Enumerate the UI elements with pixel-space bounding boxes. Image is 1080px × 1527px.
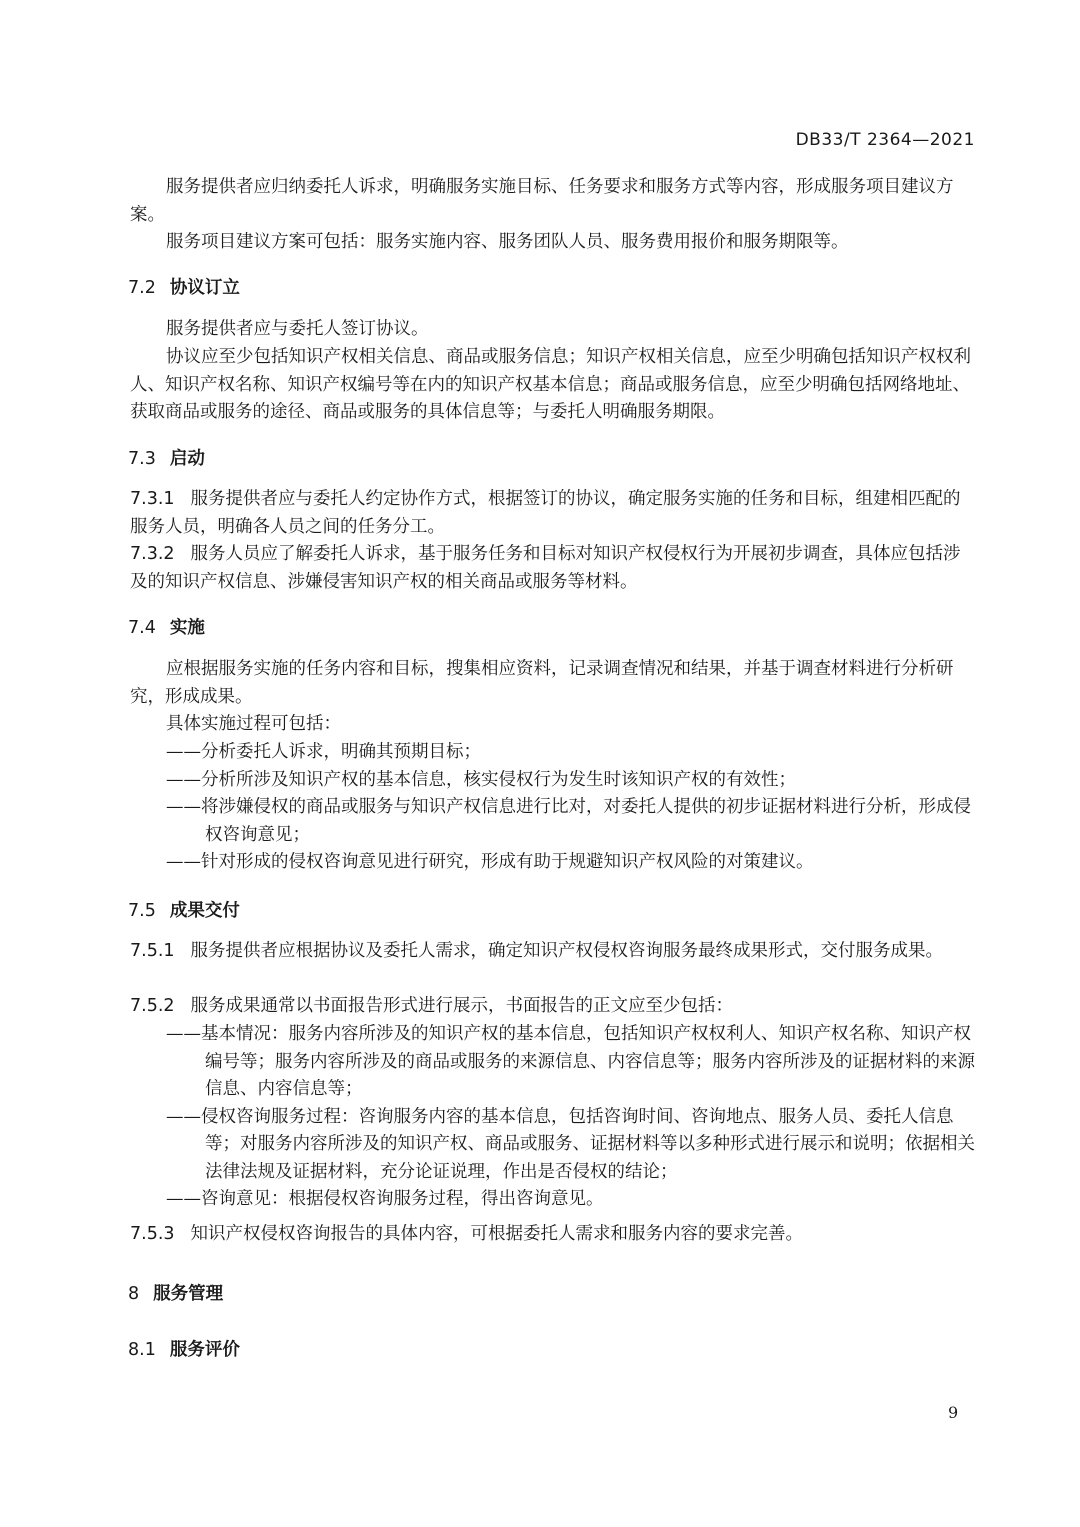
section-7-5-list (166, 1021, 978, 1214)
section-7-2-paragraph-1: 服务提供者应与委托人签订协议。 (166, 319, 429, 339)
list-item: ——分析委托人诉求，明确其预期目标； (166, 742, 481, 762)
page-number: 9 (948, 1403, 959, 1422)
section-8-title: 服务管理 (153, 1284, 224, 1304)
section-8-1-title: 服务评价 (169, 1340, 240, 1360)
section-7-4-number: 7.4 (128, 618, 156, 638)
section-7-5-heading (128, 897, 240, 922)
clause-7-3-2 (130, 541, 978, 596)
clause-7-5-1-number: 7.5.1 (130, 941, 175, 961)
section-7-4-title: 实施 (169, 618, 205, 638)
section-8-number: 8 (128, 1284, 140, 1304)
list-item: ——侵权咨询服务过程：咨询服务内容的基本信息，包括咨询时间、咨询地点、服务人员、委托人信息等；对服务内容所涉及的知识产权、商品或服务、证据材料等以多种形式进行展示和说明；依据相关法律法规及证据材料，充分论证说理，作出是否侵权的结论； (166, 1106, 975, 1182)
section-7-2-paragraph-2: 协议应至少包括知识产权相关信息、商品或服务信息；知识产权相关信息，应至少明确包括知识产权权利人、知识产权名称、知识产权编号等在内的知识产权基本信息；商品或服务信息，应至少明确包括网络地址、获取商品或服务的途径、商品或服务的具体信息等；与委托人明确服务期限。 (130, 347, 971, 422)
document-code: DB33/T 2364—2021 (795, 130, 975, 150)
intro-paragraph-2: 服务项目建议方案可包括：服务实施内容、服务团队人员、服务费用报价和服务期限等。 (166, 232, 849, 252)
list-item: ——针对形成的侵权咨询意见进行研究，形成有助于规避知识产权风险的对策建议。 (166, 852, 814, 872)
section-7-4-paragraph-1: 应根据服务实施的任务内容和目标，搜集相应资料，记录调查情况和结果，并基于调查材料进行分析研究，形成成果。 (130, 659, 954, 707)
section-8-1-heading (128, 1336, 240, 1361)
clause-7-5-3 (130, 1221, 978, 1249)
intro-paragraph-1: 服务提供者应归纳委托人诉求，明确服务实施目标、任务要求和服务方式等内容，形成服务项目建议方案。 (130, 177, 954, 225)
section-7-2-heading (128, 274, 240, 299)
clause-7-3-1-number: 7.3.1 (130, 489, 175, 509)
section-7-5-title: 成果交付 (169, 901, 240, 921)
clause-7-5-3-number: 7.5.3 (130, 1224, 175, 1244)
clause-7-3-2-text: 服务人员应了解委托人诉求，基于服务任务和目标对知识产权侵权行为开展初步调查，具体应包括涉及的知识产权信息、涉嫌侵害知识产权的相关商品或服务等材料。 (130, 544, 961, 592)
clause-7-5-3-text: 知识产权侵权咨询报告的具体内容，可根据委托人需求和服务内容的要求完善。 (190, 1224, 804, 1244)
section-7-2-number: 7.2 (128, 278, 156, 298)
clause-7-5-1-text: 服务提供者应根据协议及委托人需求，确定知识产权侵权咨询服务最终成果形式，交付服务成果。 (190, 941, 944, 961)
section-7-4-list (166, 739, 978, 877)
list-item: ——基本情况：服务内容所涉及的知识产权的基本信息，包括知识产权权利人、知识产权名称、知识产权编号等；服务内容所涉及的商品或服务的来源信息、内容信息等；服务内容所涉及的证据材料的来源信息、内容信息等； (166, 1024, 975, 1099)
list-item: ——分析所涉及知识产权的基本信息，核实侵权行为发生时该知识产权的有效性； (166, 769, 796, 790)
list-item: ——将涉嫌侵权的商品或服务与知识产权信息进行比对，对委托人提供的初步证据材料进行分析，形成侵权咨询意见； (166, 797, 971, 845)
section-7-3-title: 启动 (169, 449, 205, 469)
section-8-heading (128, 1280, 223, 1305)
section-7-5-number: 7.5 (128, 901, 156, 921)
clause-7-3-1 (130, 486, 978, 541)
section-7-2-title: 协议订立 (169, 278, 240, 298)
section-8-1-number: 8.1 (128, 1340, 156, 1360)
section-7-3-number: 7.3 (128, 449, 156, 469)
clause-7-5-2-number: 7.5.2 (130, 996, 175, 1016)
clause-7-3-2-number: 7.3.2 (130, 544, 175, 564)
clause-7-5-2 (130, 993, 978, 1021)
section-7-4-heading (128, 614, 205, 639)
section-7-3-heading (128, 445, 205, 470)
section-7-4-paragraph-2: 具体实施过程可包括： (166, 714, 341, 734)
clause-7-5-1 (130, 938, 978, 966)
clause-7-5-2-text: 服务成果通常以书面报告形式进行展示，书面报告的正文应至少包括： (190, 996, 734, 1016)
list-item: ——咨询意见：根据侵权咨询服务过程，得出咨询意见。 (166, 1189, 604, 1209)
clause-7-3-1-text: 服务提供者应与委托人约定协作方式，根据签订的协议，确定服务实施的任务和目标，组建相匹配的服务人员，明确各人员之间的任务分工。 (130, 489, 961, 537)
